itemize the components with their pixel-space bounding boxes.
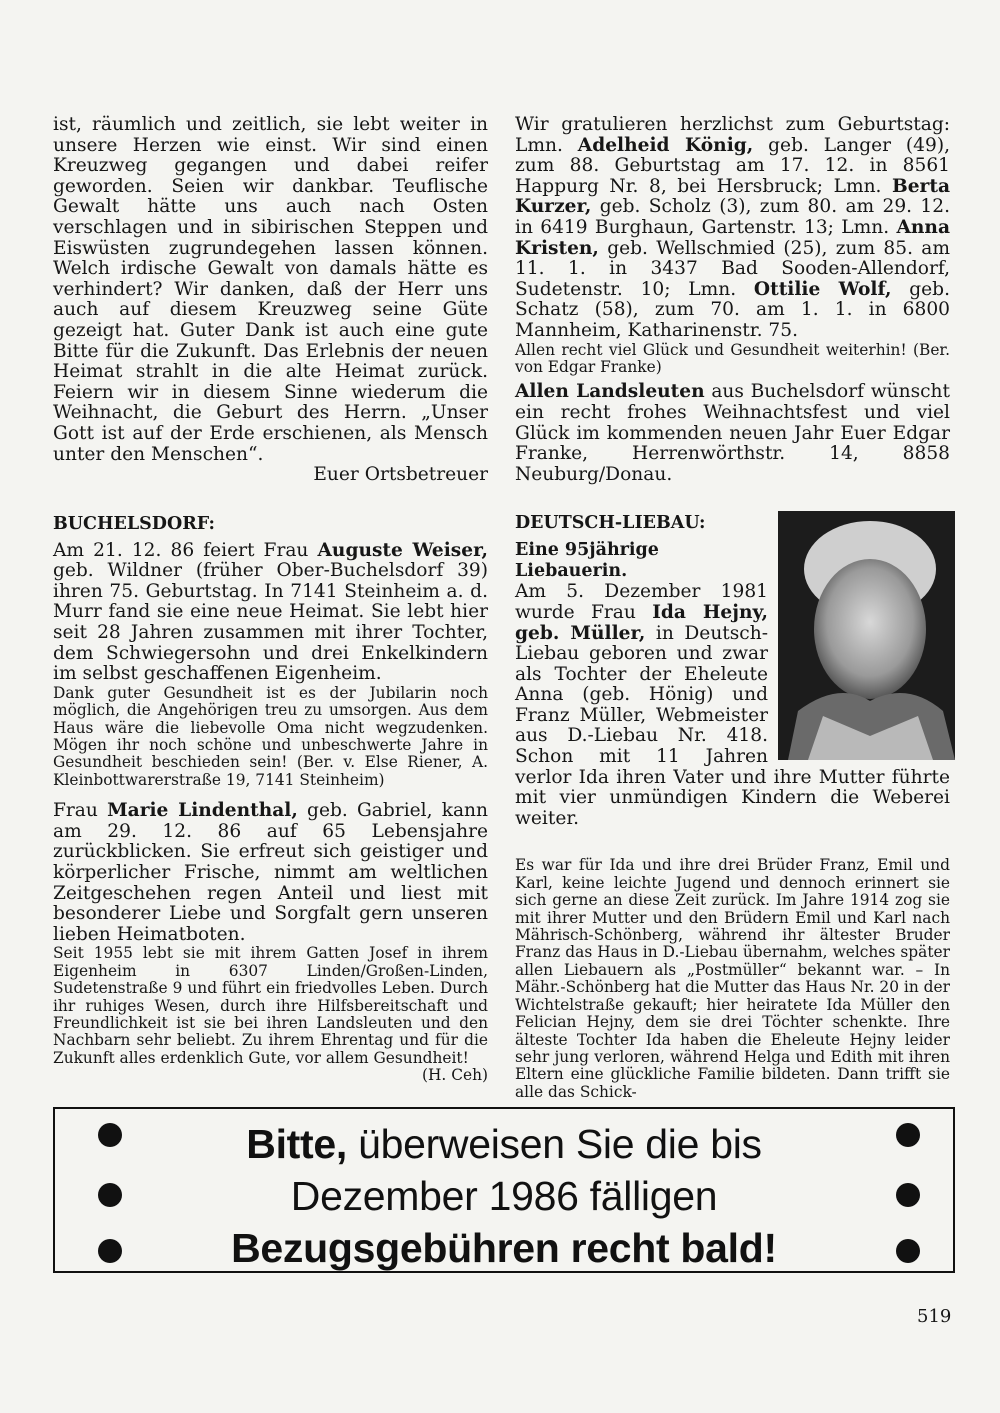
congrats-small-paragraph: Allen recht viel Glück und Gesundheit weiterhin! (Ber. von Edgar Franke) (515, 340, 950, 376)
page-number: 519 (917, 1306, 952, 1327)
banner-line-2: Dezember 1986 fälligen (290, 1173, 718, 1219)
notice-banner (53, 1107, 955, 1273)
article-subheading: Eine 95jährige Liebauerin. (515, 540, 659, 582)
signature: Euer Ortsbetreuer (313, 464, 488, 486)
weiser-small-paragraph: Dank guter Gesundheit ist es der Jubilarin noch möglich, die Angehörigen treu zu umsorgen. Aus dem Haus wäre die liebevolle Oma nicht wegzudenken. Mögen ihr noch schöne und unbeschwerte Jahre in Gesundheit beschieden sein! (Ber. v. Else Riener, A. Kleinbottwarerstraße 19, 7141 Steinheim) (53, 683, 488, 789)
weiser-name: Auguste Weiser, (317, 539, 488, 561)
portrait-photo (778, 511, 955, 760)
deutsch-liebau-heading: DEUTSCH-LIEBAU: (515, 513, 706, 534)
greeting-paragraph: Allen Landsleuten aus Buchelsdorf wünscht ein recht frohes Weihnachtsfest und viel Glück im kommenden neuen Jahr Euer Edgar Franke, Herrenwörthstr. 14, 8858 Neuburg/Donau. (515, 381, 950, 485)
portrait-image (778, 511, 955, 760)
lindenthal-paragraph: Frau Marie Lindenthal, geb. Gabriel, kann am 29. 12. 86 auf 65 Lebensjahre zurückblicken. Sie erfreut sich geistiger und körperlicher Frische, nimmt am weltlichen Zeitgeschehen regen Anteil und liest mit besonderer Liebe und Sorgfalt gern unseren lieben Heimatboten. (53, 800, 488, 945)
lindenthal-credit: (H. Ceh) (421, 1066, 488, 1085)
banner-line-1: Bitte, überweisen Sie die bis (246, 1121, 762, 1167)
hejny-small-paragraph: Es war für Ida und ihre drei Brüder Franz, Emil und Karl, keine leichte Jugend und dennoch erinnert sie sich gerne an diese Zeit zurück. Im Jahre 1914 zog sie mit ihrer Mutter und den Brüdern Emil und Karl nach Mährisch-Schönberg, während ihr ältester Bruder Franz das Haus in D.-Liebau übernahm, welches später allen Liebauern als „Postmüller“ bekannt war. – In Mähr.-Schönberg hat die Mutter das Haus Nr. 20 in der Wichtelstraße gekauft; hier heiratete Ida Müller den Felician Hejny, dem sie drei Töchter schenkte. Ihre älteste Tochter Ida haben die Eheleute Hejny leider sehr jung verloren, während Helga und Edith mit ihren Eltern eine glückliche Familie bildeten. Dann trifft sie alle das Schick- (515, 856, 950, 1101)
right-column (515, 115, 950, 1101)
hejny-paragraph: Am 5. Dezember 1981 wurde Frau Ida Hejny, geb. Müller, in Deutsch-Liebau geboren und zwar als Tochter der Eheleute Anna (geb. Hönig) und Franz Müller, Webmeister aus D.-Liebau Nr. 418. Schon mit 11 Jahren verlor Ida ihren Vater und ihre Mutter führte mit vier unmündigen Kindern die Weberei weiter. (515, 581, 950, 829)
buchelsdorf-heading: BUCHELSDORF: (53, 513, 216, 534)
intro-paragraph: ist, räumlich und zeitlich, sie lebt weiter in unsere Herzen wie einst. Wir sind einen Kreuzweg gegangen und dabei reifer geworden. Seien wir dankbar. Teuflische Gewalt hätte uns auch nach Osten verschlagen und in sibirischen Steppen und Eiswüsten zugrundegehen lassen können. Welch irdische Gewalt von damals hätte es verhindert? Wir danken, daß der Herr uns auch auf diesem Kreuzweg seine Güte gezeigt hat. Guter Dank ist auch eine gute Bitte für die Zukunft. Das Erlebnis der neuen Heimat strahlt in die alte Heimat zurück. Feiern wir in diesem Sinne wiederum die Weihnacht, die Geburt des Herrn. „Unser Gott ist auf der Erde erschienen, als Mensch unter den Menschen“. (53, 114, 488, 465)
banner-line-3: Bezugsgebühren recht bald! (231, 1225, 777, 1271)
weiser-paragraph: Am 21. 12. 86 feiert Frau Auguste Weiser, geb. Wildner (früher Ober-Buchelsdorf 39) ihren 75. Geburtstag. In 7141 Steinheim a. d. Murr fand sie eine neue Heimat. Sie lebt hier seit 28 Jahren zusammen mit ihrer Tochter, dem Schwiegersohn und drei Enkelkindern im selbst geschaffenen Eigenheim. (53, 539, 488, 685)
lindenthal-small-paragraph: Seit 1955 lebt sie mit ihrem Gatten Josef in ihrem Eigenheim in 6307 Linden/Großen-Linden, Sudetenstraße 9 und führt ein friedvolles Leben. Durch ihr ruhiges Wesen, durch ihre Hilfsbereitschaft und Freundlichkeit ist sie bei ihren Landsleuten und den Nachbarn sehr beliebt. Zu ihrem Ehrentag und für die Zukunft alles erdenklich Gute, vor allem Gesundheit! (H. Ceh) (53, 944, 488, 1085)
lindenthal-name: Marie Lindenthal, (107, 800, 298, 822)
hejny-name: Ida Hejny, geb. Müller, (515, 601, 768, 644)
congrats-paragraph: Wir gratulieren herzlichst zum Geburtstag: Lmn. Adelheid König, geb. Langer (49), zum 88. Geburtstag am 17. 12. in 8561 Happurg Nr. 8, bei Hersbruck; Lmn. Berta Kurzer, geb. Scholz (3), zum 80. am 29. 12. in 6419 Burghaun, Gartenstr. 13; Lmn. Anna Kristen, geb. Wellschmied (25), zum 85. am 11. 1. in 3437 Bad Sooden-Allendorf, Sudetenstr. 10; Lmn. Ottilie Wolf, geb. Schatz (58), zum 70. am 1. 1. in 6800 Mannheim, Katharinenstr. 75. (515, 114, 951, 341)
left-column (53, 115, 488, 1085)
